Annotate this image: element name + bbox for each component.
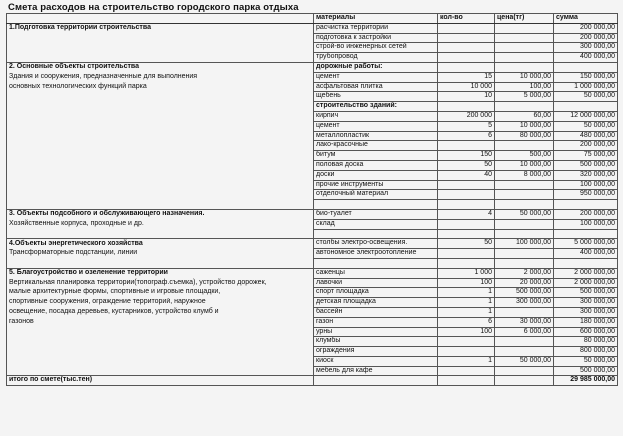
spacer-row (7, 258, 618, 268)
qty-cell: 1 (438, 288, 495, 298)
qty-cell: 100 (438, 278, 495, 288)
material-cell: строительство зданий: (314, 102, 438, 112)
section-blank (7, 327, 314, 337)
spacer-row (7, 200, 618, 210)
section-blank (7, 131, 314, 141)
table-row (7, 180, 618, 190)
section-description: Хозяйственные корпуса, проходные и др. (7, 219, 314, 229)
table-row (7, 317, 618, 327)
spacer-cell (554, 258, 618, 268)
qty-cell: 1 (438, 298, 495, 308)
qty-cell: 4 (438, 209, 495, 219)
total-blank (495, 376, 554, 386)
table-row (7, 23, 618, 33)
table-row (7, 33, 618, 43)
sum-cell: 200 000,00 (554, 33, 618, 43)
section-description: Здания и сооружения, предназначенные для выполнения (7, 72, 314, 82)
qty-cell (438, 219, 495, 229)
table-row (7, 239, 618, 249)
table-row (7, 307, 618, 317)
sum-cell: 75 000,00 (554, 151, 618, 161)
qty-cell (438, 23, 495, 33)
price-cell: 60,00 (495, 111, 554, 121)
table-row (7, 131, 618, 141)
material-cell: половая доска (314, 160, 438, 170)
sum-cell: 500 000,00 (554, 160, 618, 170)
sum-cell: 200 000,00 (554, 209, 618, 219)
table-row (7, 347, 618, 357)
sum-cell (554, 62, 618, 72)
spacer-row (7, 229, 618, 239)
table-row (7, 72, 618, 82)
price-cell (495, 33, 554, 43)
spacer-cell (314, 229, 438, 239)
total-label: итого по смете(тыс.тен) (7, 376, 314, 386)
section-blank (7, 102, 314, 112)
table-row (7, 121, 618, 131)
material-cell: отделочный материал (314, 190, 438, 200)
qty-cell: 150 (438, 151, 495, 161)
table-row (7, 298, 618, 308)
sum-cell: 300 000,00 (554, 298, 618, 308)
section-description: газонов (7, 317, 314, 327)
table-row (7, 209, 618, 219)
section-blank (7, 190, 314, 200)
table-row (7, 288, 618, 298)
section-blank (7, 111, 314, 121)
estimate-table (6, 13, 618, 386)
qty-cell: 10 (438, 92, 495, 102)
qty-cell (438, 190, 495, 200)
sum-cell: 50 000,00 (554, 92, 618, 102)
material-cell: прочие инструменты (314, 180, 438, 190)
qty-cell: 1 (438, 307, 495, 317)
qty-cell: 200 000 (438, 111, 495, 121)
price-cell (495, 102, 554, 112)
section-description: малые архитектурные формы, спортивные и игровые площадки, (7, 288, 314, 298)
total-blank (438, 376, 495, 386)
sum-cell: 320 000,00 (554, 170, 618, 180)
material-cell: битум (314, 151, 438, 161)
material-cell: кирпич (314, 111, 438, 121)
price-cell (495, 141, 554, 151)
price-cell: 100 000,00 (495, 239, 554, 249)
page-title: Смета расходов на строительство городского парка отдыха (8, 2, 299, 13)
sum-cell: 800 000,00 (554, 347, 618, 357)
material-cell: строй-во инженерных сетей (314, 43, 438, 53)
table-row (7, 111, 618, 121)
table-header-row (7, 14, 618, 24)
price-cell: 50 000,00 (495, 209, 554, 219)
sum-cell: 100 000,00 (554, 219, 618, 229)
total-sum: 29 985 000,00 (554, 376, 618, 386)
material-cell: спорт площадка (314, 288, 438, 298)
qty-cell: 5 (438, 121, 495, 131)
material-cell: урны (314, 327, 438, 337)
sum-cell: 180 000,00 (554, 317, 618, 327)
header-qty: кол-во (438, 14, 495, 24)
header-materials: материалы (314, 14, 438, 24)
qty-cell: 15 (438, 72, 495, 82)
price-cell (495, 307, 554, 317)
material-cell: детская площадка (314, 298, 438, 308)
qty-cell: 6 (438, 131, 495, 141)
qty-cell: 50 (438, 160, 495, 170)
sum-cell: 400 000,00 (554, 53, 618, 63)
section-description: Вертикальная планировка территории(топограф.съемка), устройство дорожек, (7, 278, 314, 288)
sum-cell: 2 000 000,00 (554, 268, 618, 278)
table-row (7, 141, 618, 151)
price-cell: 8 000,00 (495, 170, 554, 180)
price-cell: 30 000,00 (495, 317, 554, 327)
section-heading: 5. Благоустройство и озеленение территории (7, 268, 314, 278)
material-cell: клумбы (314, 337, 438, 347)
section-blank (7, 160, 314, 170)
section-description: освещение, посадка деревьев, кустарников, устройство клумб и (7, 307, 314, 317)
sum-cell: 12 000 000,00 (554, 111, 618, 121)
price-cell: 10 000,00 (495, 72, 554, 82)
sum-cell: 50 000,00 (554, 356, 618, 366)
sum-cell: 2 000 000,00 (554, 278, 618, 288)
qty-cell (438, 141, 495, 151)
price-cell (495, 249, 554, 259)
price-cell (495, 366, 554, 376)
material-cell: бассейн (314, 307, 438, 317)
sum-cell: 300 000,00 (554, 43, 618, 53)
price-cell: 300 000,00 (495, 298, 554, 308)
table-row (7, 82, 618, 92)
section-description: спортивные сооружения, ограждение территорий, наружное (7, 298, 314, 308)
qty-cell (438, 53, 495, 63)
price-cell: 80 000,00 (495, 131, 554, 141)
table-row (7, 53, 618, 63)
sum-cell: 480 000,00 (554, 131, 618, 141)
section-blank (7, 43, 314, 53)
qty-cell (438, 337, 495, 347)
total-blank (314, 376, 438, 386)
header-blank (7, 14, 314, 24)
section-description: основных технологических функций парка (7, 82, 314, 92)
header-sum: сумма (554, 14, 618, 24)
section-blank (7, 170, 314, 180)
spacer-cell (7, 258, 314, 268)
price-cell (495, 43, 554, 53)
spacer-cell (438, 200, 495, 210)
material-cell: цемент (314, 72, 438, 82)
price-cell: 100,00 (495, 82, 554, 92)
material-cell: столбы электро-освещения. (314, 239, 438, 249)
section-heading: 1.Подготовка территории строительства (7, 23, 314, 33)
table-row (7, 268, 618, 278)
sum-cell: 400 000,00 (554, 249, 618, 259)
table-row (7, 170, 618, 180)
spacer-cell (554, 229, 618, 239)
sum-cell: 80 000,00 (554, 337, 618, 347)
price-cell: 6 000,00 (495, 327, 554, 337)
material-cell: асфальтовая плитка (314, 82, 438, 92)
spacer-cell (495, 258, 554, 268)
price-cell: 50 000,00 (495, 356, 554, 366)
sum-cell: 1 000 000,00 (554, 82, 618, 92)
section-blank (7, 180, 314, 190)
sum-cell: 500 000,00 (554, 366, 618, 376)
spacer-cell (438, 258, 495, 268)
section-heading: 3. Объекты подсобного и обслуживающего назначения. (7, 209, 314, 219)
qty-cell (438, 347, 495, 357)
qty-cell (438, 180, 495, 190)
table-row (7, 337, 618, 347)
sum-cell (554, 102, 618, 112)
material-cell: подготовка к застройки (314, 33, 438, 43)
price-cell (495, 347, 554, 357)
table-row (7, 62, 618, 72)
section-heading: 4.Объекты энергетического хозяйства (7, 239, 314, 249)
price-cell: 10 000,00 (495, 121, 554, 131)
section-blank (7, 347, 314, 357)
table-row (7, 102, 618, 112)
spacer-cell (314, 200, 438, 210)
qty-cell: 6 (438, 317, 495, 327)
material-cell: лако-красочные (314, 141, 438, 151)
section-blank (7, 53, 314, 63)
sum-cell: 950 000,00 (554, 190, 618, 200)
spacer-cell (7, 229, 314, 239)
table-row (7, 249, 618, 259)
material-cell: доски (314, 170, 438, 180)
qty-cell: 1 (438, 356, 495, 366)
qty-cell (438, 249, 495, 259)
material-cell: саженцы (314, 268, 438, 278)
table-row (7, 160, 618, 170)
spacer-cell (495, 200, 554, 210)
sum-cell: 200 000,00 (554, 23, 618, 33)
sum-cell: 300 000,00 (554, 307, 618, 317)
section-blank (7, 121, 314, 131)
material-cell: металлопластик (314, 131, 438, 141)
section-blank (7, 92, 314, 102)
material-cell: киоск (314, 356, 438, 366)
material-cell: дорожные работы: (314, 62, 438, 72)
sum-cell: 50 000,00 (554, 121, 618, 131)
table-row (7, 219, 618, 229)
qty-cell: 50 (438, 239, 495, 249)
table-row (7, 151, 618, 161)
price-cell: 5 000,00 (495, 92, 554, 102)
qty-cell (438, 366, 495, 376)
qty-cell: 10 000 (438, 82, 495, 92)
sum-cell: 100 000,00 (554, 180, 618, 190)
sum-cell: 150 000,00 (554, 72, 618, 82)
spacer-cell (314, 258, 438, 268)
spacer-cell (7, 200, 314, 210)
qty-cell (438, 33, 495, 43)
price-cell (495, 23, 554, 33)
sum-cell: 500 000,00 (554, 288, 618, 298)
price-cell (495, 180, 554, 190)
price-cell: 500 000,00 (495, 288, 554, 298)
section-blank (7, 337, 314, 347)
material-cell: мебель для кафе (314, 366, 438, 376)
qty-cell (438, 102, 495, 112)
material-cell: ограждения (314, 347, 438, 357)
qty-cell (438, 43, 495, 53)
price-cell: 2 000,00 (495, 268, 554, 278)
material-cell: автономное электроотопление (314, 249, 438, 259)
section-blank (7, 141, 314, 151)
spacer-cell (495, 229, 554, 239)
price-cell: 10 000,00 (495, 160, 554, 170)
qty-cell: 40 (438, 170, 495, 180)
material-cell: цемент (314, 121, 438, 131)
qty-cell: 1 000 (438, 268, 495, 278)
price-cell: 500,00 (495, 151, 554, 161)
section-description: Трансформаторные подстанции, линии (7, 249, 314, 259)
table-row (7, 43, 618, 53)
header-price: цена(тг) (495, 14, 554, 24)
table-row (7, 356, 618, 366)
qty-cell (438, 62, 495, 72)
sum-cell: 600 000,00 (554, 327, 618, 337)
price-cell (495, 337, 554, 347)
section-heading: 2. Основные объекты строительства (7, 62, 314, 72)
total-row (7, 376, 618, 386)
sum-cell: 5 000 000,00 (554, 239, 618, 249)
material-cell: лавочки (314, 278, 438, 288)
table-row (7, 278, 618, 288)
section-blank (7, 33, 314, 43)
price-cell: 20 000,00 (495, 278, 554, 288)
material-cell: склад (314, 219, 438, 229)
material-cell: щебень (314, 92, 438, 102)
spacer-cell (438, 229, 495, 239)
price-cell (495, 219, 554, 229)
qty-cell: 100 (438, 327, 495, 337)
material-cell: био-туалет (314, 209, 438, 219)
price-cell (495, 190, 554, 200)
price-cell (495, 53, 554, 63)
material-cell: трубопровод (314, 53, 438, 63)
section-blank (7, 356, 314, 366)
material-cell: газон (314, 317, 438, 327)
table-row (7, 92, 618, 102)
sum-cell: 200 000,00 (554, 141, 618, 151)
table-row (7, 366, 618, 376)
spacer-cell (554, 200, 618, 210)
section-blank (7, 366, 314, 376)
table-row (7, 190, 618, 200)
table-row (7, 327, 618, 337)
price-cell (495, 62, 554, 72)
material-cell: расчистка территории (314, 23, 438, 33)
section-blank (7, 151, 314, 161)
